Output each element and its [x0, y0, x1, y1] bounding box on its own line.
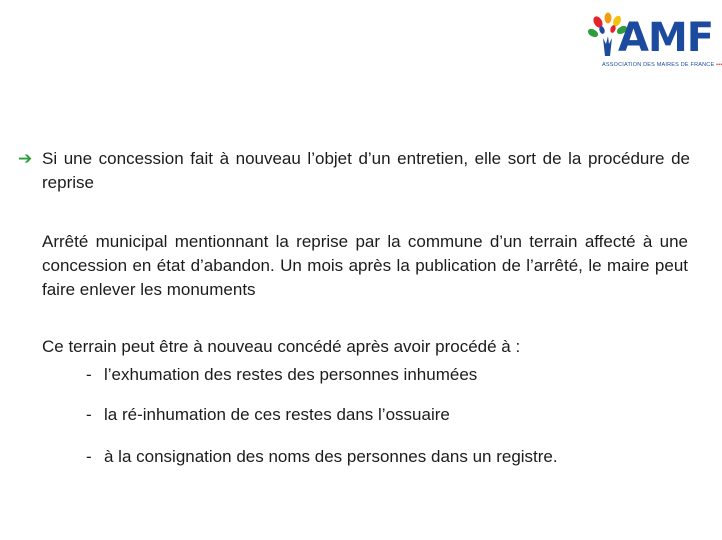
logo-tagline-dots: •••	[716, 62, 722, 68]
list-item	[86, 403, 450, 427]
lead-statement	[18, 147, 690, 195]
list-item	[86, 445, 558, 469]
arrow-right-icon: ➔	[18, 149, 33, 168]
list-item	[86, 363, 477, 387]
lead-text: Si une concession fait à nouveau l’objet d’un entretien, elle sort de la procédure de reprise	[42, 149, 690, 192]
list-item-text: à la consignation des noms des personnes dans un registre.	[104, 447, 558, 466]
paragraph-arrete: Arrêté municipal mentionnant la reprise par la commune d’un terrain affecté à une concession en état d’abandon. Un mois après la publication de l’arrêté, le maire peut faire enlever les monuments	[42, 232, 688, 299]
list-dash: -	[86, 405, 92, 424]
list-dash: -	[86, 447, 92, 466]
logo-tagline-text: ASSOCIATION DES MAIRES DE FRANCE	[602, 62, 715, 68]
logo-wordmark: AMF	[618, 15, 714, 61]
list-dash: -	[86, 365, 92, 384]
paragraph-concede: Ce terrain peut être à nouveau concédé après avoir procédé à :	[42, 337, 521, 356]
logo-tagline	[602, 62, 722, 68]
list-item-text: la ré-inhumation de ces restes dans l’ossuaire	[104, 405, 450, 424]
list-item-text: l’exhumation des restes des personnes inhumées	[104, 365, 478, 384]
amf-logo	[588, 10, 722, 72]
